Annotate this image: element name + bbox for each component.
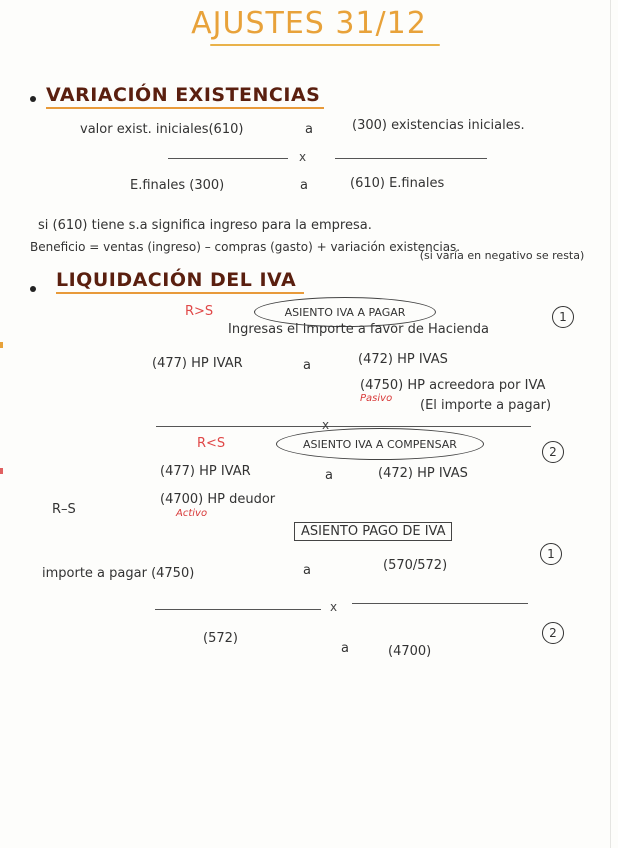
note-text: (si varía en negativo se resta) — [419, 249, 585, 262]
section-underline — [56, 292, 304, 294]
entry-right: (472) HP IVAS — [378, 466, 468, 481]
entry-left: valor exist. iniciales(610) — [80, 122, 244, 137]
condition-label: R>S — [185, 304, 214, 319]
entry-right: (4750) HP acreedora por IVA — [360, 378, 546, 393]
entry-a: a — [303, 563, 311, 578]
entry-left: (572) — [203, 631, 238, 646]
separator-line — [156, 426, 531, 427]
separator-x: x — [330, 600, 338, 614]
note-text: Beneficio = ventas (ingreso) – compras (gasto) + variación existencias. — [30, 240, 461, 254]
entry-a: a — [300, 178, 308, 193]
step-number: 2 — [542, 622, 564, 644]
bullet — [30, 286, 36, 292]
condition-label: R<S — [197, 436, 226, 451]
entry-right: (610) E.finales — [350, 176, 445, 191]
step-number: 2 — [542, 441, 564, 463]
asiento-label: ASIENTO IVA A PAGAR — [284, 305, 406, 319]
pasivo-label: Pasivo — [360, 393, 393, 404]
entry-a: a — [341, 641, 349, 656]
separator-line — [168, 158, 288, 159]
page-edge — [610, 0, 611, 848]
side-note: R–S — [52, 502, 76, 517]
asiento-label: ASIENTO PAGO DE IVA — [301, 524, 446, 539]
description-text: Ingresas el importe a favor de Hacienda — [228, 322, 489, 337]
edge-mark — [0, 342, 3, 348]
entry-right: (472) HP IVAS — [358, 352, 448, 367]
entry-left: (477) HP IVAR — [152, 356, 243, 371]
entry-right: (El importe a pagar) — [420, 398, 552, 413]
asiento-pago-iva — [294, 522, 452, 541]
separator-x: x — [322, 418, 330, 432]
step-number: 1 — [540, 543, 562, 565]
section-heading-variacion: VARIACIÓN EXISTENCIAS — [46, 84, 321, 106]
page-title: AJUSTES 31/12 — [191, 6, 427, 41]
entry-left: E.finales (300) — [130, 178, 225, 193]
asiento-label: ASIENTO IVA A COMPENSAR — [303, 437, 457, 451]
entry-a: a — [305, 122, 313, 137]
entry-left: importe a pagar (4750) — [42, 566, 195, 581]
entry-right: (4700) — [388, 644, 432, 659]
section-heading-iva: LIQUIDACIÓN DEL IVA — [56, 269, 297, 291]
title-underline — [210, 44, 440, 46]
note-text: si (610) tiene s.a significa ingreso para la empresa. — [38, 218, 372, 233]
separator-line — [352, 603, 528, 604]
asiento-iva-a-compensar — [276, 428, 484, 460]
entry-left: (477) HP IVAR — [160, 464, 251, 479]
entry-left: (4700) HP deudor — [160, 492, 276, 507]
edge-mark — [0, 468, 3, 474]
entry-a: a — [325, 468, 333, 483]
separator-x: x — [299, 150, 307, 164]
entry-right: (570/572) — [383, 558, 448, 573]
separator-line — [155, 609, 321, 610]
entry-right: (300) existencias iniciales. — [352, 118, 525, 133]
entry-a: a — [303, 358, 311, 373]
activo-label: Activo — [176, 508, 208, 519]
section-underline — [46, 107, 324, 109]
bullet — [30, 96, 36, 102]
separator-line — [335, 158, 487, 159]
step-number: 1 — [552, 306, 574, 328]
